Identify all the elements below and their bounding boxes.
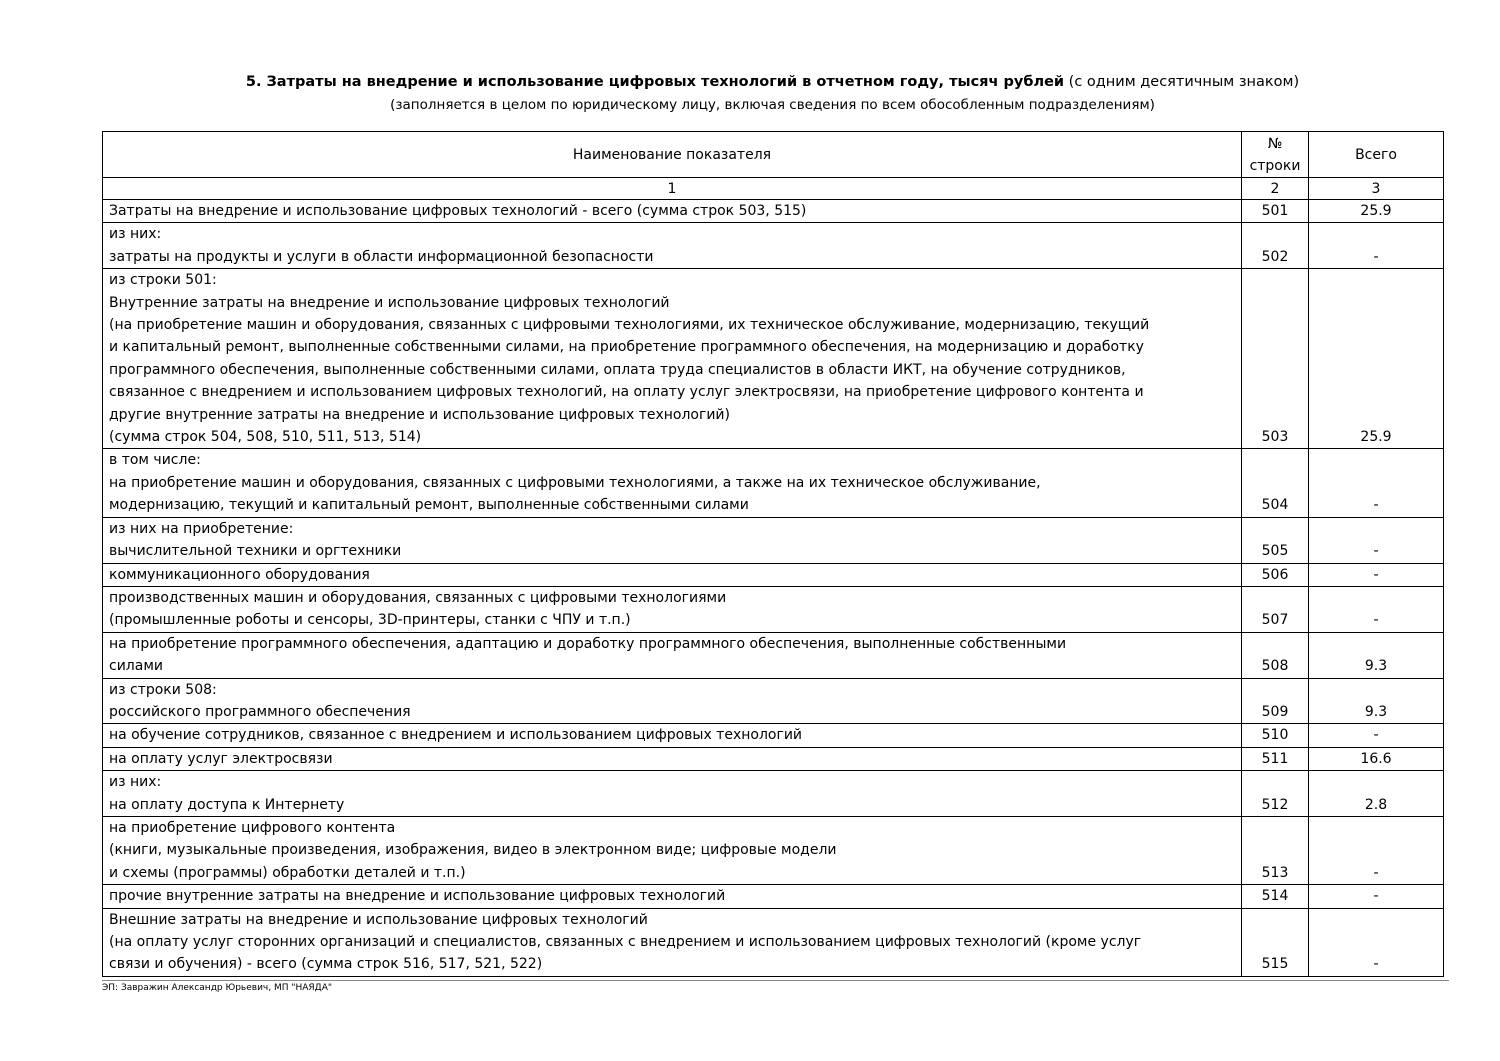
row-line-number: 503 bbox=[1242, 269, 1309, 449]
row-text-line: модернизацию, текущий и капитальный ремонт, выполненные собственными силами bbox=[109, 497, 749, 514]
table-row bbox=[103, 563, 1444, 586]
row-text-line: российского программного обеспечения bbox=[109, 703, 411, 720]
row-total-value: - bbox=[1309, 449, 1444, 517]
row-line-number: 504 bbox=[1242, 449, 1309, 517]
table-row bbox=[103, 678, 1444, 724]
row-total-value: - bbox=[1309, 586, 1444, 632]
row-text-line: (сумма строк 504, 508, 510, 511, 513, 514) bbox=[109, 429, 422, 446]
section-title bbox=[0, 72, 1500, 92]
row-text-line: на оплату доступа к Интернету bbox=[109, 796, 345, 813]
table-row bbox=[103, 449, 1444, 517]
row-text-line: (книги, музыкальные произведения, изображения, видео в электронном виде; цифровые модели bbox=[109, 842, 837, 859]
row-line-number: 509 bbox=[1242, 678, 1309, 724]
section-subtitle: (заполняется в целом по юридическому лицу, включая сведения по всем обособленным подразделениям) bbox=[390, 97, 1155, 113]
row-line-number: 510 bbox=[1242, 724, 1309, 747]
row-line-number: 515 bbox=[1242, 908, 1309, 976]
header-line-number bbox=[1242, 132, 1309, 178]
table-row bbox=[103, 724, 1444, 747]
row-text-line: на приобретение цифрового контента bbox=[109, 819, 396, 836]
row-indicator-name bbox=[103, 885, 1242, 908]
row-text-line: на приобретение программного обеспечения, адаптацию и доработку программного обеспечения, выполненные собственными bbox=[109, 635, 1067, 652]
row-indicator-name bbox=[103, 632, 1242, 678]
row-indicator-name bbox=[103, 223, 1242, 269]
row-text-line: другие внутренние затраты на внедрение и использование цифровых технологий) bbox=[109, 406, 730, 423]
table-row bbox=[103, 586, 1444, 632]
row-text-line: на приобретение машин и оборудования, связанных с цифровыми технологиями, а также на их техническое обслуживание, bbox=[109, 474, 1041, 491]
row-text-line: производственных машин и оборудования, связанных с цифровыми технологиями bbox=[109, 589, 727, 606]
row-total-value: - bbox=[1309, 885, 1444, 908]
row-indicator-name bbox=[103, 563, 1242, 586]
row-indicator-name bbox=[103, 200, 1242, 223]
row-text-line: из них на приобретение: bbox=[109, 520, 294, 537]
table-row bbox=[103, 816, 1444, 884]
row-total-value: 9.3 bbox=[1309, 632, 1444, 678]
row-total-value: - bbox=[1309, 517, 1444, 563]
row-indicator-name bbox=[103, 724, 1242, 747]
row-text-line: вычислительной техники и оргтехники bbox=[109, 543, 402, 560]
header-row bbox=[103, 132, 1444, 178]
row-text-line: и капитальный ремонт, выполненные собственными силами, на приобретение программного обеспечения, на модернизацию и доработку bbox=[109, 339, 1144, 356]
row-indicator-name bbox=[103, 747, 1242, 770]
row-text-line: коммуникационного оборудования bbox=[109, 566, 370, 583]
row-indicator-name bbox=[103, 908, 1242, 976]
row-line-number: 513 bbox=[1242, 816, 1309, 884]
row-line-number: 514 bbox=[1242, 885, 1309, 908]
row-indicator-name bbox=[103, 771, 1242, 817]
row-line-number: 512 bbox=[1242, 771, 1309, 817]
row-text-line: затраты на продукты и услуги в области информационной безопасности bbox=[109, 248, 654, 265]
column-number-1: 1 bbox=[103, 178, 1242, 200]
row-text-line: из строки 501: bbox=[109, 272, 217, 289]
row-text-line: Внешние затраты на внедрение и использование цифровых технологий bbox=[109, 911, 648, 928]
row-text-line: на оплату услуг электросвязи bbox=[109, 750, 333, 767]
row-text-line: силами bbox=[109, 658, 163, 675]
header-line-number-sign: № bbox=[1267, 135, 1283, 152]
table-row bbox=[103, 223, 1444, 269]
row-text-line: из них: bbox=[109, 226, 162, 243]
row-text-line: на обучение сотрудников, связанное с внедрением и использованием цифровых технологий bbox=[109, 727, 803, 744]
table-row bbox=[103, 200, 1444, 223]
row-total-value: - bbox=[1309, 223, 1444, 269]
row-text-line: из строки 508: bbox=[109, 681, 217, 698]
row-indicator-name bbox=[103, 678, 1242, 724]
row-text-line: (промышленные роботы и сенсоры, 3D-принтеры, станки с ЧПУ и т.п.) bbox=[109, 612, 631, 629]
table-row bbox=[103, 632, 1444, 678]
row-total-value: 9.3 bbox=[1309, 678, 1444, 724]
header-total: Всего bbox=[1309, 132, 1444, 178]
column-number-2: 2 bbox=[1242, 178, 1309, 200]
costs-table bbox=[102, 131, 1444, 977]
row-line-number: 511 bbox=[1242, 747, 1309, 770]
row-total-value: 25.9 bbox=[1309, 200, 1444, 223]
row-total-value: 2.8 bbox=[1309, 771, 1444, 817]
row-text-line: в том числе: bbox=[109, 452, 201, 469]
section-title-note: (с одним десятичным знаком) bbox=[1068, 74, 1300, 90]
row-text-line: и схемы (программы) обработки деталей и т.п.) bbox=[109, 864, 466, 881]
header-line-number-word: строки bbox=[1249, 157, 1301, 174]
row-total-value: - bbox=[1309, 816, 1444, 884]
row-indicator-name bbox=[103, 269, 1242, 449]
section-title-main: 5. Затраты на внедрение и использование цифровых технологий в отчетном году, тысяч рублей bbox=[245, 74, 1065, 90]
table-body bbox=[103, 200, 1444, 977]
row-text-line: связи и обучения) - всего (сумма строк 516, 517, 521, 522) bbox=[109, 956, 543, 973]
row-total-value: - bbox=[1309, 908, 1444, 976]
header-indicator-name: Наименование показателя bbox=[103, 132, 1242, 178]
row-text-line: (на приобретение машин и оборудования, связанных с цифровыми технологиями, их техническое обслуживание, модернизацию, текущий bbox=[109, 317, 1150, 334]
row-line-number: 508 bbox=[1242, 632, 1309, 678]
row-line-number: 502 bbox=[1242, 223, 1309, 269]
row-total-value: - bbox=[1309, 724, 1444, 747]
row-total-value: - bbox=[1309, 563, 1444, 586]
row-text-line: из них: bbox=[109, 774, 162, 791]
row-text-line: (на оплату услуг сторонних организаций и специалистов, связанных с внедрением и использованием цифровых технологий (кроме услуг bbox=[109, 934, 1142, 950]
row-indicator-name bbox=[103, 449, 1242, 517]
table-row bbox=[103, 908, 1444, 976]
row-indicator-name bbox=[103, 517, 1242, 563]
table-row bbox=[103, 747, 1444, 770]
footer-signature: ЭП: Завражин Александр Юрьевич, МП "НАЯДА" bbox=[102, 983, 332, 993]
row-text-line: программного обеспечения, выполненные собственными силами, оплата труда специалистов в области ИКТ, на обучение сотрудников, bbox=[109, 361, 1126, 378]
row-total-value: 16.6 bbox=[1309, 747, 1444, 770]
table-row bbox=[103, 269, 1444, 449]
column-number-row bbox=[103, 178, 1444, 200]
row-indicator-name bbox=[103, 816, 1242, 884]
footer-divider bbox=[102, 980, 1449, 981]
row-text-line: связанное с внедрением и использованием цифровых технологий, на оплату услуг электросвязи, на приобретение цифрового контента и bbox=[109, 384, 1144, 401]
table-row bbox=[103, 517, 1444, 563]
row-text-line: Затраты на внедрение и использование цифровых технологий - всего (сумма строк 503, 515) bbox=[109, 203, 807, 219]
row-line-number: 505 bbox=[1242, 517, 1309, 563]
table-row bbox=[103, 885, 1444, 908]
table-row bbox=[103, 771, 1444, 817]
row-line-number: 506 bbox=[1242, 563, 1309, 586]
row-total-value: 25.9 bbox=[1309, 269, 1444, 449]
row-text-line: Внутренние затраты на внедрение и использование цифровых технологий bbox=[109, 294, 670, 311]
column-number-3: 3 bbox=[1309, 178, 1444, 200]
row-line-number: 507 bbox=[1242, 586, 1309, 632]
row-text-line: прочие внутренние затраты на внедрение и использование цифровых технологий bbox=[109, 888, 726, 905]
row-line-number: 501 bbox=[1242, 200, 1309, 223]
row-indicator-name bbox=[103, 586, 1242, 632]
